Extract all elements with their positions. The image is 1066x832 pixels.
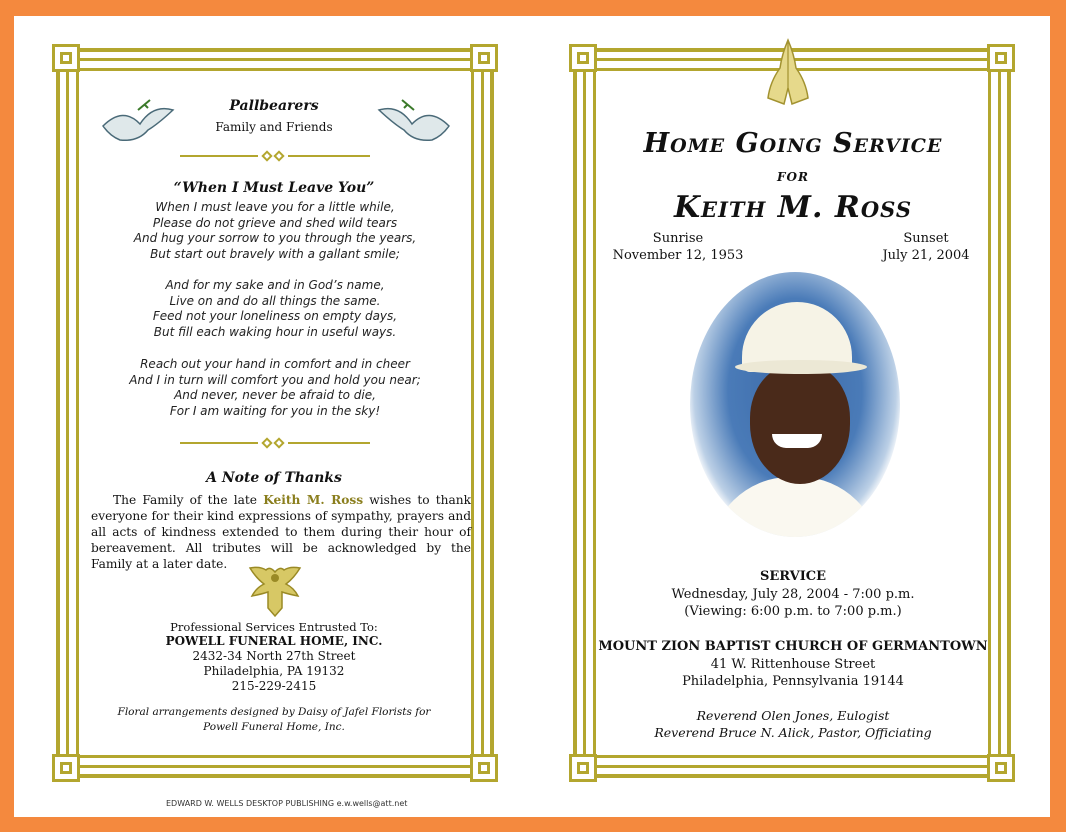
- entrusted-label: Professional Services Entrusted To:: [170, 620, 378, 634]
- church-city: Philadelphia, Pennsylvania 19144: [682, 674, 904, 689]
- viewing-time: (Viewing: 6:00 p.m. to 7:00 p.m.): [684, 604, 902, 619]
- heading-home-going-service: Home Going Service: [643, 128, 943, 159]
- ornament-divider: [180, 152, 370, 160]
- eulogist: Reverend Olen Jones, Eulogist: [696, 708, 890, 723]
- floral-credit-1: Floral arrangements designed by Daisy of Jafel Florists for: [117, 706, 431, 718]
- funeral-home-name: POWELL FUNERAL HOME, INC.: [165, 634, 383, 648]
- sunset-label: Sunset: [903, 231, 949, 246]
- poem-stanza-2: And for my sake and in God’s name, Live on and do all things the same. Feed not your loneliness on empty days, But fill each waking hour in useful ways.: [152, 278, 398, 339]
- pallbearers-title: Pallbearers: [229, 98, 319, 114]
- sunrise-date: November 12, 1953: [612, 248, 744, 263]
- officiating: Reverend Bruce N. Alick, Pastor, Officiating: [654, 725, 932, 740]
- service-label: SERVICE: [759, 569, 827, 584]
- poem-stanza-1: When I must leave you for a little while, Please do not grieve and shed wild tears And hug your sorrow to you through the years, But start out bravely with a gallant smile;: [133, 200, 417, 261]
- funeral-home-phone: 215-229-2415: [231, 679, 317, 693]
- dove-right-icon: [374, 96, 454, 148]
- praying-hands-icon: [760, 38, 816, 108]
- pallbearers-text: Family and Friends: [215, 120, 333, 134]
- poem-stanza-3: Reach out your hand in comfort and in cheer And I in turn will comfort you and hold you near; And never, never be afraid to die, For I am waiting for you in the sky!: [129, 357, 421, 418]
- church-street: 41 W. Rittenhouse Street: [710, 657, 876, 672]
- floral-credit-2: Powell Funeral Home, Inc.: [203, 721, 345, 733]
- publisher-footer: EDWARD W. WELLS DESKTOP PUBLISHING e.w.wells@att.net: [166, 799, 408, 808]
- heading-for: for: [777, 166, 809, 186]
- ornament-divider-2: [180, 439, 370, 447]
- sunset-date: July 21, 2004: [882, 248, 970, 263]
- dove-left-icon: [98, 96, 178, 148]
- eagle-emblem-icon: [246, 564, 304, 618]
- funeral-home-address2: Philadelphia, PA 19132: [203, 664, 345, 678]
- deceased-name-highlight: Keith M. Ross: [263, 493, 364, 507]
- church-name: MOUNT ZION BAPTIST CHURCH OF GERMANTOWN: [598, 639, 988, 654]
- program-page: [14, 16, 1050, 817]
- sunrise-label: Sunrise: [652, 231, 704, 246]
- poem-title: “When I Must Leave You”: [173, 180, 375, 196]
- deceased-name: Keith M. Ross: [673, 190, 912, 225]
- thanks-title: A Note of Thanks: [206, 470, 342, 486]
- thanks-paragraph: The Family of the late Keith M. Ross wishes to thank everyone for their kind expressions of sympathy, prayers and all acts of kindness extended to them during their hour of bereavement. All tributes will be acknowledged by the Family at a later date.: [91, 493, 472, 571]
- portrait-photo: [690, 272, 900, 537]
- funeral-home-address1: 2432-34 North 27th Street: [192, 649, 356, 663]
- service-date: Wednesday, July 28, 2004 - 7:00 p.m.: [671, 587, 915, 602]
